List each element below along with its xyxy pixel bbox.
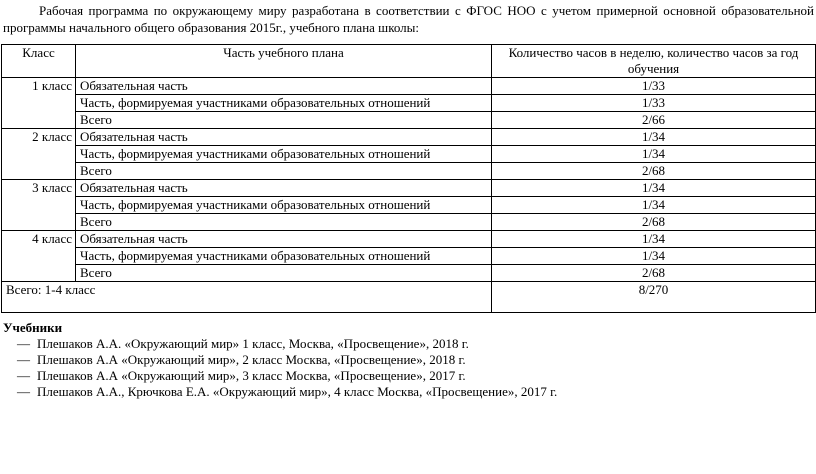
intro-line-1: Рабочая программа по окружающему миру разработана в соответствии с ФГОС НОО с учетом примерной основной образовательной [39,3,814,18]
hours-cell: 1/34 [492,197,816,214]
part-cell: Всего [76,112,492,129]
table-body [2,78,816,282]
table-row [2,129,816,146]
textbook-text: Плешаков А.А «Окружающий мир», 3 класс Москва, «Просвещение», 2017 г. [37,368,466,383]
table-row [2,180,816,197]
header-part: Часть учебного плана [76,45,492,78]
textbooks-section [3,320,803,400]
table-row [2,95,816,112]
dash-bullet: — [17,336,30,351]
table-row [2,231,816,248]
table-row [2,78,816,95]
dash-bullet: — [17,384,30,399]
table-row [2,163,816,180]
part-cell: Часть, формируемая участниками образовательных отношений [76,197,492,214]
dash-bullet: — [17,368,30,383]
table-header-row [2,45,816,78]
header-hours: Количество часов в неделю, количество часов за год обучения [492,45,816,78]
textbook-text: Плешаков А.А., Крючкова Е.А. «Окружающий мир», 4 класс Москва, «Просвещение», 2017 г. [37,384,558,399]
table-row [2,248,816,265]
part-cell: Часть, формируемая участниками образовательных отношений [76,248,492,265]
hours-cell: 1/34 [492,231,816,248]
textbook-text: Плешаков А.А «Окружающий мир», 2 класс Москва, «Просвещение», 2018 г. [37,352,466,367]
hours-cell: 2/68 [492,214,816,231]
hours-cell: 1/34 [492,146,816,163]
table-row [2,146,816,163]
class-cell: 1 класс [2,78,76,129]
total-label: Всего: 1-4 класс [2,282,492,313]
part-cell: Обязательная часть [76,231,492,248]
hours-cell: 2/68 [492,265,816,282]
part-cell: Всего [76,163,492,180]
curriculum-table [1,44,816,313]
list-item [3,336,803,352]
list-item [3,384,803,400]
hours-cell: 1/34 [492,129,816,146]
table-row [2,112,816,129]
textbooks-list [3,336,803,400]
table-total-row [2,282,816,313]
table-row [2,214,816,231]
table-row [2,265,816,282]
hours-cell: 2/68 [492,163,816,180]
hours-cell: 1/33 [492,95,816,112]
part-cell: Обязательная часть [76,78,492,95]
textbooks-title: Учебники [3,320,63,335]
hours-cell: 1/34 [492,248,816,265]
intro-paragraph [3,2,814,36]
header-class: Класс [2,45,76,78]
dash-bullet: — [17,352,30,367]
list-item [3,368,803,384]
class-cell: 3 класс [2,180,76,231]
class-cell: 2 класс [2,129,76,180]
table-row [2,197,816,214]
total-hours: 8/270 [492,282,816,313]
textbook-text: Плешаков А.А. «Окружающий мир» 1 класс, Москва, «Просвещение», 2018 г. [37,336,469,351]
list-item [3,352,803,368]
hours-cell: 1/33 [492,78,816,95]
intro-line-2: программы начального общего образования 2015г., учебного плана школы: [3,20,420,35]
part-cell: Всего [76,214,492,231]
class-cell: 4 класс [2,231,76,282]
part-cell: Часть, формируемая участниками образовательных отношений [76,95,492,112]
part-cell: Обязательная часть [76,180,492,197]
part-cell: Обязательная часть [76,129,492,146]
hours-cell: 1/34 [492,180,816,197]
hours-cell: 2/66 [492,112,816,129]
part-cell: Часть, формируемая участниками образовательных отношений [76,146,492,163]
part-cell: Всего [76,265,492,282]
